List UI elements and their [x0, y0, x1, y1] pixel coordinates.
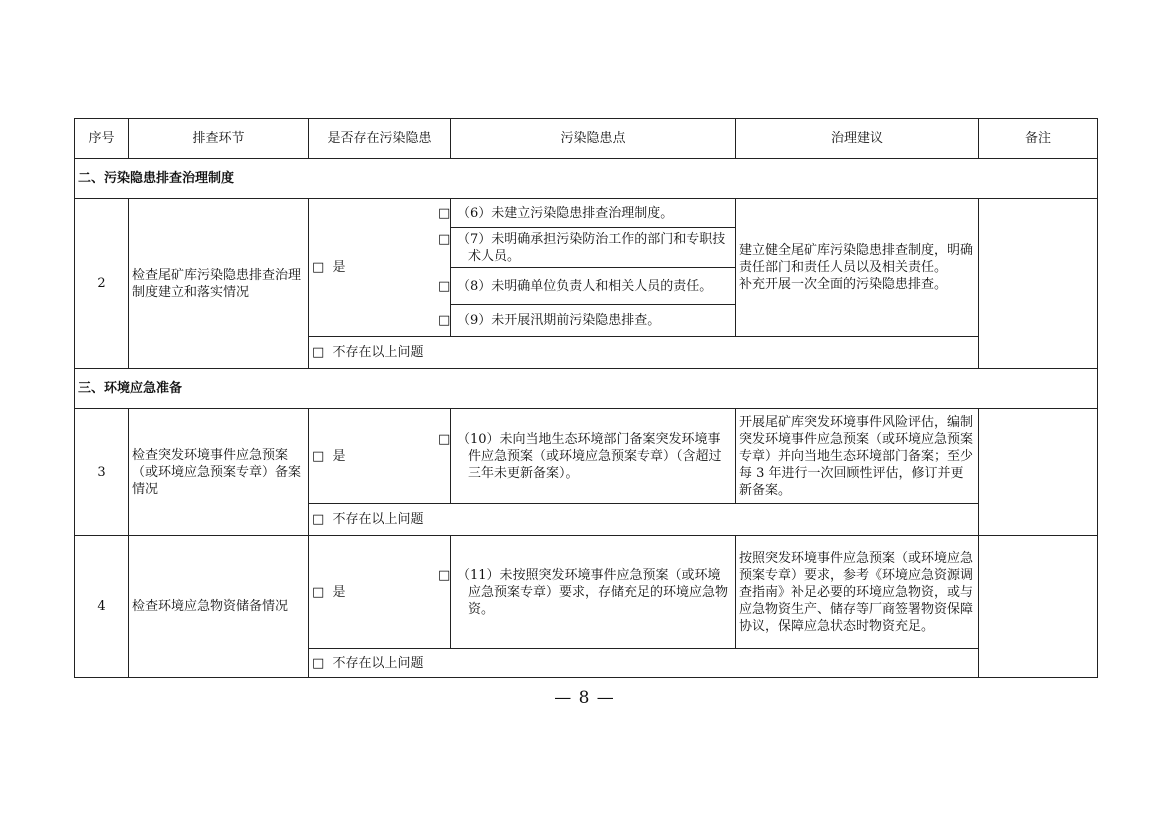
advice-cell: 开展尾矿库突发环境事件风险评估，编制突发环境事件应急预案（或环境应急预案专章）并向当地生态环境部门备案；至少每 3 年进行一次回顾性评估，修订并更新备案。: [736, 409, 979, 504]
hazard-check-table: [74, 118, 1098, 678]
table-row: [75, 199, 1098, 228]
hazard-point-text: （6）未建立污染隐患排查治理制度。: [457, 205, 674, 221]
header-exists: 是否存在污染隐患: [309, 119, 451, 159]
page-number: — 8 —: [554, 688, 615, 708]
hazard-point: □ （9）未开展汛期前污染隐患排查。: [451, 305, 736, 337]
yes-option[interactable]: [309, 536, 451, 649]
hazard-point-text: （9）未开展汛期前污染隐患排查。: [457, 313, 661, 328]
no-issue-label: 不存在以上问题: [332, 655, 424, 671]
header-no: 序号: [75, 119, 129, 159]
no-issue-option[interactable]: [309, 649, 979, 678]
hazard-point-text: （10）未向当地生态环境部门备案突发环境事件应急预案（或环境应急预案专章）（含超过三年未更新备案）。: [457, 431, 722, 481]
checkbox-icon[interactable]: □: [312, 512, 325, 527]
yes-label: 是: [332, 448, 346, 464]
checkbox-icon[interactable]: □: [312, 655, 325, 671]
row-number: 4: [75, 536, 129, 678]
yes-label: 是: [332, 260, 346, 275]
section-row: [75, 369, 1098, 409]
yes-option[interactable]: [309, 199, 451, 337]
checkbox-icon[interactable]: □: [312, 345, 325, 360]
no-issue-option[interactable]: [309, 504, 979, 536]
hazard-point: □ （10）未向当地生态环境部门备案突发环境事件应急预案（或环境应急预案专章）（含超过三年未更新备案）。: [451, 409, 736, 504]
hazard-point: □ （7）未明确承担污染防治工作的部门和专职技术人员。: [451, 228, 736, 268]
checkbox-icon[interactable]: □: [312, 448, 325, 464]
hazard-point-text: （8）未明确单位负责人和相关人员的责任。: [457, 278, 713, 294]
hazard-point-text: （11）未按照突发环境事件应急预案（或环境应急预案专章）要求，存储充足的环境应急物资。: [457, 567, 729, 617]
hazard-point: □ （6）未建立污染隐患排查治理制度。: [451, 199, 736, 228]
check-item: 检查环境应急物资储备情况: [129, 536, 309, 678]
section-row: [75, 159, 1098, 199]
no-issue-label: 不存在以上问题: [332, 512, 424, 527]
header-remark: 备注: [979, 119, 1098, 159]
hazard-point: □ （11）未按照突发环境事件应急预案（或环境应急预案专章）要求，存储充足的环境应急物资。: [451, 536, 736, 649]
hazard-point-text: （7）未明确承担污染防治工作的部门和专职技术人员。: [457, 231, 726, 264]
checkbox-icon[interactable]: □: [312, 260, 325, 275]
checkbox-icon[interactable]: □: [312, 584, 325, 600]
table-row: [75, 536, 1098, 649]
remark-cell: [979, 409, 1098, 536]
check-item: 检查尾矿库污染隐患排查治理制度建立和落实情况: [129, 199, 309, 369]
hazard-point: □ （8）未明确单位负责人和相关人员的责任。: [451, 268, 736, 305]
remark-cell: [979, 199, 1098, 369]
section-title: 三、环境应急准备: [75, 369, 1098, 409]
row-number: 2: [75, 199, 129, 369]
table-header-row: [75, 119, 1098, 159]
table-row: [75, 409, 1098, 504]
advice-cell: 建立健全尾矿库污染隐患排查制度，明确责任部门和责任人员以及相关责任。 补充开展一次全面的污染隐患排查。: [736, 199, 979, 337]
row-number: 3: [75, 409, 129, 536]
section-title: 二、污染隐患排查治理制度: [75, 159, 1098, 199]
yes-option[interactable]: [309, 409, 451, 504]
advice-cell: 按照突发环境事件应急预案（或环境应急预案专章）要求，参考《环境应急资源调查指南》补足必要的环境应急物资，或与应急物资生产、储存等厂商签署物资保障协议，保障应急状态时物资充足。: [736, 536, 979, 649]
no-issue-option[interactable]: [309, 337, 979, 369]
no-issue-label: 不存在以上问题: [332, 345, 424, 360]
yes-label: 是: [332, 584, 346, 600]
check-item: 检查突发环境事件应急预案（或环境应急预案专章）备案情况: [129, 409, 309, 536]
header-points: 污染隐患点: [451, 119, 736, 159]
header-item: 排查环节: [129, 119, 309, 159]
remark-cell: [979, 536, 1098, 678]
header-advice: 治理建议: [736, 119, 979, 159]
